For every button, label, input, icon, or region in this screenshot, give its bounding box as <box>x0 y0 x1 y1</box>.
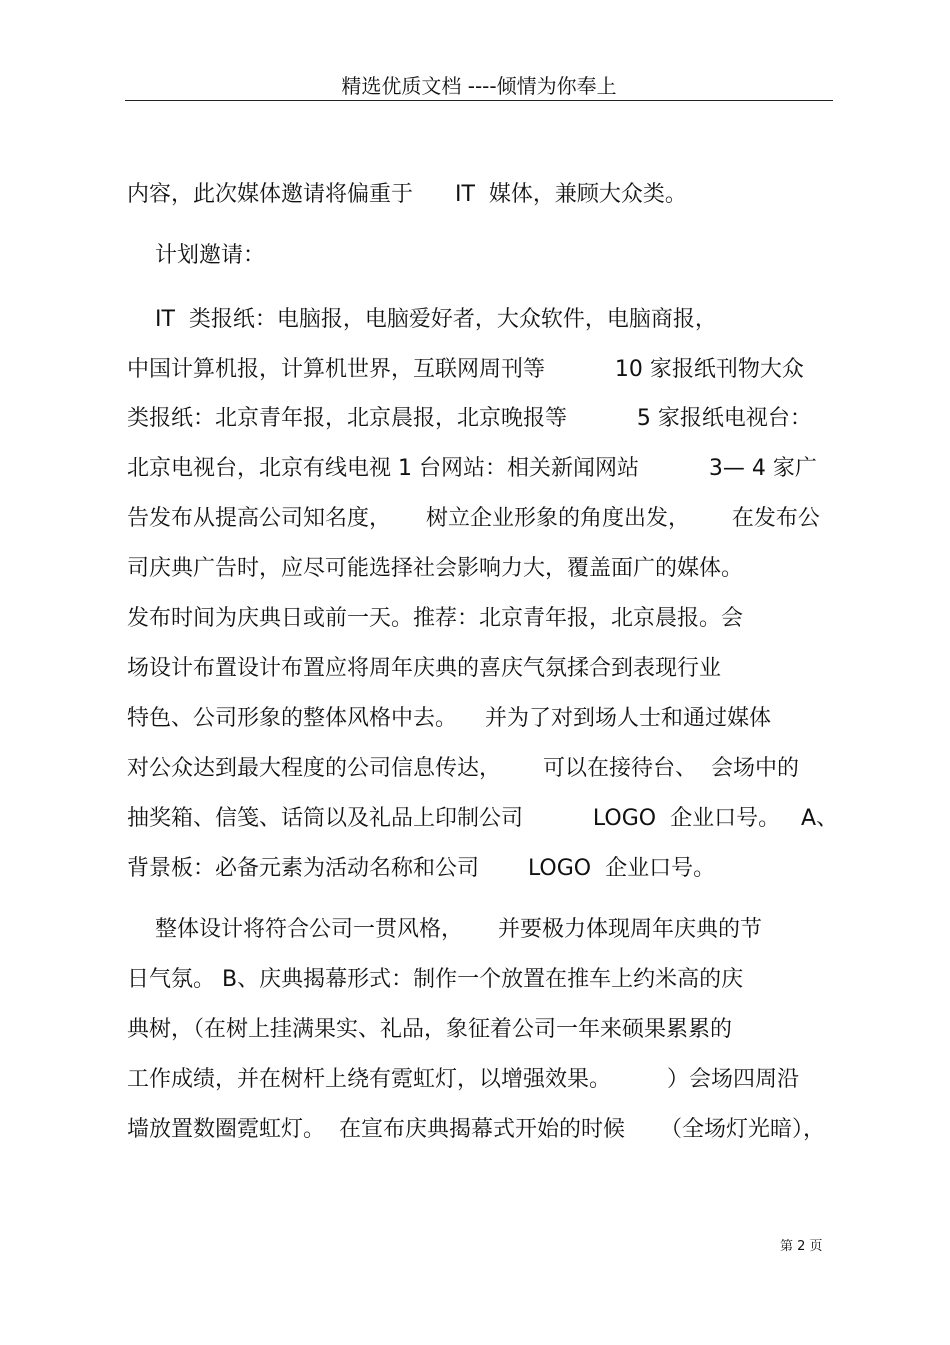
body-line: 工作成绩，并在树杆上绕有霓虹灯，以增强效果。 ）会场四周沿 <box>127 1067 799 1092</box>
body-line: 告发布从提高公司知名度， 树立企业形象的角度出发， 在发布公 <box>127 506 820 531</box>
body-line: 发布时间为庆典日或前一天。推荐：北京青年报，北京晨报。会 <box>127 606 744 631</box>
body-line: 抽奖箱、信笺、话筒以及礼品上印制公司 LOGO 企业口号。 A、 <box>127 806 839 831</box>
body-line: 典树，（在树上挂满果实、礼品，象征着公司一年来硕果累累的 <box>127 1017 733 1042</box>
body-line: 计划邀请： <box>127 243 265 268</box>
body-line: 中国计算机报，计算机世界，互联网周刊等 10 家报纸刊物大众 <box>127 357 804 382</box>
body-line: 整体设计将符合公司一贯风格， 并要极力体现周年庆典的节 <box>127 917 762 942</box>
body-line: 北京电视台，北京有线电视 1 台网站：相关新闻网站 3— 4 家广 <box>127 456 817 481</box>
body-line: 墙放置数圈霓虹灯。 在宣布庆典揭幕式开始的时候 （全场灯光暗）， <box>127 1117 825 1142</box>
body-line: 背景板：必备元素为活动名称和公司 LOGO 企业口号。 <box>127 856 716 881</box>
page-number: 第 2 页 <box>780 1239 823 1254</box>
page-header-title: 精选优质文档 ----倾情为你奉上 <box>341 74 617 98</box>
body-line: 对公众达到最大程度的公司信息传达， 可以在接待台、 会场中的 <box>127 756 799 781</box>
body-line: 司庆典广告时，应尽可能选择社会影响力大，覆盖面广的媒体。 <box>127 556 744 581</box>
body-line: 场设计布置设计布置应将周年庆典的喜庆气氛揉合到表现行业 <box>127 656 722 681</box>
body-line: 特色、公司形象的整体风格中去。 并为了对到场人士和通过媒体 <box>127 706 771 731</box>
body-line: 日气氛。 B、庆典揭幕形式：制作一个放置在推车上约米高的庆 <box>127 967 744 992</box>
body-line: 类报纸：北京青年报，北京晨报，北京晚报等 5 家报纸电视台： <box>127 406 812 431</box>
body-line: IT 类报纸：电脑报，电脑爱好者，大众软件，电脑商报， <box>127 307 717 332</box>
body-line: 内容，此次媒体邀请将偏重于 IT 媒体，兼顾大众类。 <box>127 182 687 207</box>
header-divider <box>125 100 833 101</box>
